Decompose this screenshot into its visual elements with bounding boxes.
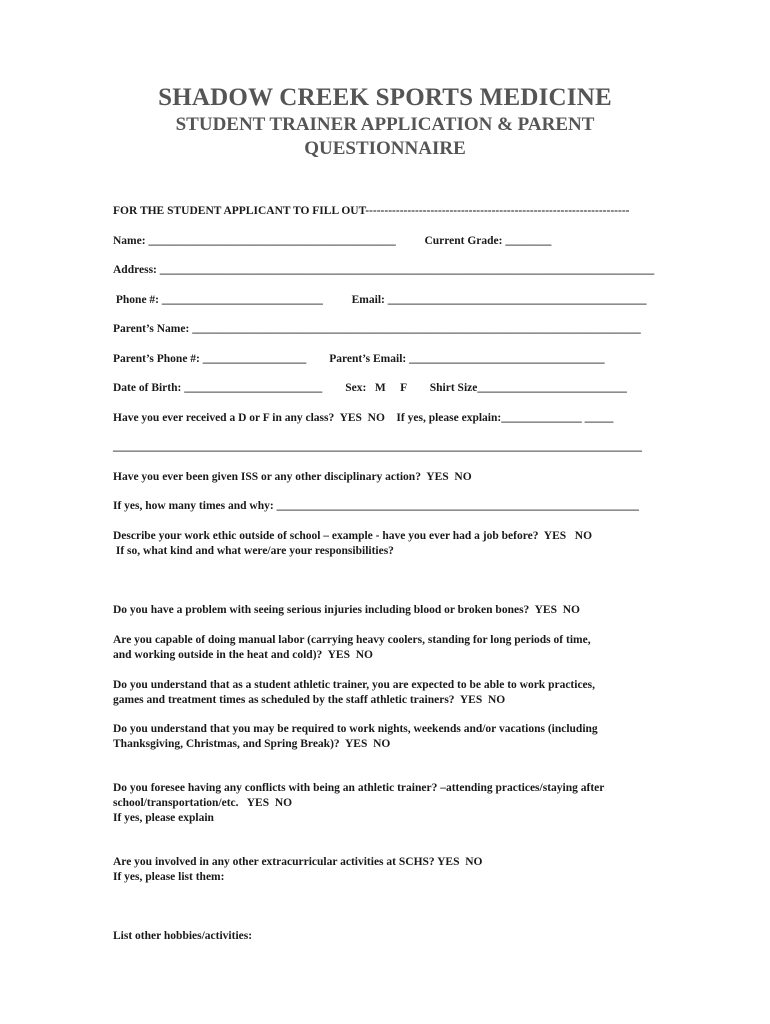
address-field[interactable]: Address: ______________________________________________________________________________________ [113, 264, 655, 276]
schedule-question-line-2[interactable]: games and treatment times as scheduled by the staff athletic trainers? YES NO [113, 694, 506, 706]
hobbies-question: List other hobbies/activities: [113, 930, 253, 942]
conflicts-question-line-3: If yes, please explain [113, 812, 214, 824]
extracurricular-question-line-1[interactable]: Are you involved in any other extracurricular activities at SCHS? YES NO [113, 856, 483, 868]
extracurricular-question-line-2: If yes, please list them: [113, 871, 225, 883]
grades-explanation-blank[interactable]: ____________________________________________________________________________________________ [113, 441, 642, 453]
iss-followup-field[interactable]: If yes, how many times and why: _______________________________________________________________ [113, 500, 639, 512]
iss-question[interactable]: Have you ever been given ISS or any other disciplinary action? YES NO [113, 471, 472, 483]
schedule-question-line-1: Do you understand that as a student athletic trainer, you are expected to be able to work practices, [113, 679, 596, 691]
conflicts-question-line-1: Do you foresee having any conflicts with being an athletic trainer? –attending practices/staying after [113, 782, 605, 794]
nights-question-line-1: Do you understand that you may be required to work nights, weekends and/or vacations (including [113, 723, 598, 735]
parent-phone-email-field[interactable]: Parent’s Phone #: __________________ Parent’s Email: __________________________________ [113, 353, 605, 365]
grades-question[interactable]: Have you ever received a D or F in any class? YES NO If yes, please explain:______________ _____ [113, 412, 614, 424]
dob-sex-shirt-field[interactable]: Date of Birth: ________________________ Sex: M F Shirt Size__________________________ [113, 382, 627, 394]
name-field[interactable]: Name: ___________________________________________ Current Grade: ________ [113, 235, 552, 247]
work-ethic-question-line-2: If so, what kind and what were/are your responsibilities? [113, 545, 394, 557]
page-subtitle-line-2: QUESTIONNAIRE [304, 138, 466, 159]
injuries-question[interactable]: Do you have a problem with seeing serious injuries including blood or broken bones? YES NO [113, 604, 580, 616]
page-subtitle-line-1: STUDENT TRAINER APPLICATION & PARENT [175, 114, 595, 135]
page-title: SHADOW CREEK SPORTS MEDICINE [158, 84, 612, 111]
parent-name-field[interactable]: Parent’s Name: ______________________________________________________________________________ [113, 323, 641, 335]
labor-question-line-2[interactable]: and working outside in the heat and cold)? YES NO [113, 649, 373, 661]
labor-question-line-1: Are you capable of doing manual labor (carrying heavy coolers, standing for long periods of time, [113, 634, 591, 646]
phone-email-field[interactable]: Phone #: ____________________________ Email: _____________________________________________ [113, 294, 647, 306]
nights-question-line-2[interactable]: Thanksgiving, Christmas, and Spring Break)? YES NO [113, 738, 391, 750]
conflicts-question-line-2[interactable]: school/transportation/etc. YES NO [113, 797, 293, 809]
work-ethic-question-line-1[interactable]: Describe your work ethic outside of school – example - have you ever had a job before? YES NO [113, 530, 593, 542]
section-heading: FOR THE STUDENT APPLICANT TO FILL OUT--------------------------------------------------------------------- [113, 205, 630, 217]
